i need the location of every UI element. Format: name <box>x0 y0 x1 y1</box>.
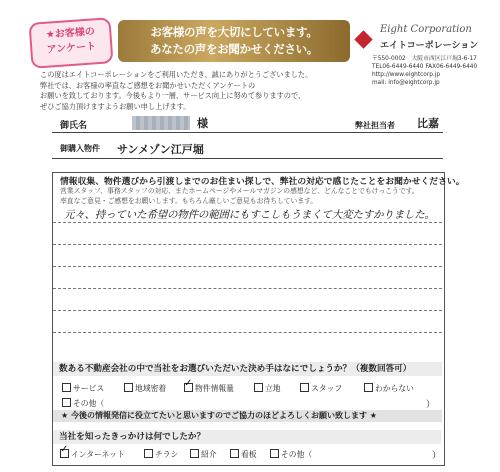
option-label: 地域密着 <box>135 384 167 393</box>
option-label: 紹介 <box>201 450 217 459</box>
source-internet[interactable] <box>60 449 125 460</box>
option-label: サービス <box>73 384 105 393</box>
email-line: mail: info@eightcorp.jp <box>372 80 440 86</box>
intro-line: 弊社では、お客様の率直なご感想をお聞かせいただくアンケートの <box>40 80 256 90</box>
option-staff[interactable] <box>300 383 342 394</box>
divider <box>52 132 443 133</box>
option-label: チラシ <box>155 450 179 459</box>
option-label: スタッフ <box>311 384 343 393</box>
intro-line: お願いを致しております。今後もより一層、サービス向上に努めて参りますので、 <box>40 91 306 100</box>
option-label: その他（ <box>281 450 313 459</box>
title-banner <box>118 20 350 62</box>
writing-line <box>53 244 442 245</box>
decision-question: 数ある不動産会社の中で当社をお選びいただいた決め手はなにでしょうか？（複数回答可） <box>59 364 412 374</box>
badge-line2: アンケート <box>46 41 97 56</box>
banner-line1: お客様の声を大切にしています。 <box>150 25 318 39</box>
description-line: 営業スタッフ、事務スタッフの対応、またホームページやメールマガジンの感想など、どんなことでもけっこうです。 <box>60 187 419 195</box>
badge-line1: ★お客様の <box>45 26 96 41</box>
request-text: ★ 今後の情報発信に役立てたいと思いますのでご協力のほどよろしくお願い致します ★ <box>61 411 377 420</box>
redacted-name <box>132 116 190 130</box>
intro-text <box>40 70 312 112</box>
source-flyer[interactable] <box>144 449 178 460</box>
impression-description <box>60 186 419 206</box>
website-line: http://www.eightcorp.jp <box>372 72 441 78</box>
honorific: 様 <box>197 117 208 130</box>
option-label: わからない <box>375 384 414 393</box>
source-other[interactable] <box>270 449 312 460</box>
checkbox[interactable] <box>144 449 153 458</box>
decision-section-header <box>53 362 442 376</box>
company-logo-icon <box>354 30 372 48</box>
checkbox[interactable] <box>230 449 239 458</box>
property-label: 御購入物件 <box>60 144 100 153</box>
checkbox[interactable] <box>190 449 199 458</box>
source-signboard[interactable] <box>230 449 257 460</box>
writing-line <box>53 266 442 267</box>
divider <box>52 158 443 159</box>
option-unknown[interactable] <box>364 383 414 394</box>
checkbox-checked[interactable] <box>184 383 193 392</box>
description-line: 率直なご意見・ご感想をお願いします。もちろん厳しいご意見もお待ちしています。 <box>60 197 318 205</box>
source-other-close: ） <box>432 451 442 461</box>
option-label: 看板 <box>241 450 257 459</box>
option-listings[interactable] <box>184 383 234 394</box>
option-label: 立地 <box>265 384 281 393</box>
option-service[interactable] <box>62 383 104 394</box>
option-label: 物件情報量 <box>195 384 234 393</box>
company-name-en: Eight Corporation <box>380 24 472 35</box>
option-location[interactable] <box>254 383 281 394</box>
phone-line: TEL06-6449-6440 FAX06-6449-6440 <box>372 64 478 70</box>
checkbox[interactable] <box>62 398 71 407</box>
staff-label: 弊社担当者 <box>355 121 395 130</box>
banner-line2: あなたの声をお聞かせください。 <box>150 42 318 56</box>
source-referral[interactable] <box>190 449 217 460</box>
staff-name: 比嘉 <box>417 117 439 130</box>
company-name-jp: エイトコーポレーション <box>380 41 479 51</box>
name-label: 御氏名 <box>60 121 88 131</box>
checkbox[interactable] <box>364 383 373 392</box>
checkbox[interactable] <box>300 383 309 392</box>
writing-line <box>53 332 442 333</box>
option-label: その他（ <box>73 399 105 408</box>
property-name: サンメゾン江戸堀 <box>117 143 204 156</box>
address-line: 〒550-0002 大阪市西区江戸堀3-6-17 <box>372 56 477 62</box>
checkbox[interactable] <box>254 383 263 392</box>
writing-line <box>53 288 442 289</box>
source-section-header <box>53 430 441 444</box>
impression-question: 情報収集、物件選びから引渡しまでのお住まい探しで、弊社の対応で感じたことをお聞かせください。 <box>60 177 465 187</box>
other-close: ） <box>426 400 436 410</box>
writing-line <box>53 222 442 223</box>
checkbox-checked[interactable] <box>60 449 69 458</box>
option-local[interactable] <box>124 383 166 394</box>
checkbox[interactable] <box>62 383 71 392</box>
checkbox[interactable] <box>124 383 133 392</box>
source-question: 当社を知ったきっかけは何でしたか？ <box>59 432 206 442</box>
handwritten-answer[interactable]: 元々、持っていた希望の物件の範囲にもすこしもうまくて大変たすかりました。 <box>64 209 435 221</box>
checkbox[interactable] <box>270 449 279 458</box>
request-band <box>53 410 442 422</box>
writing-line <box>53 310 442 311</box>
intro-line: この度はエイトコーポレーションをご利用いただき、誠にありがとうございました。 <box>40 70 313 79</box>
survey-badge <box>28 17 113 69</box>
option-label: インターネット <box>71 450 125 459</box>
intro-line: ぜひご協力頂けますようお願い申し上げます。 <box>40 101 191 111</box>
company-address <box>372 55 477 87</box>
option-other[interactable] <box>62 398 104 409</box>
